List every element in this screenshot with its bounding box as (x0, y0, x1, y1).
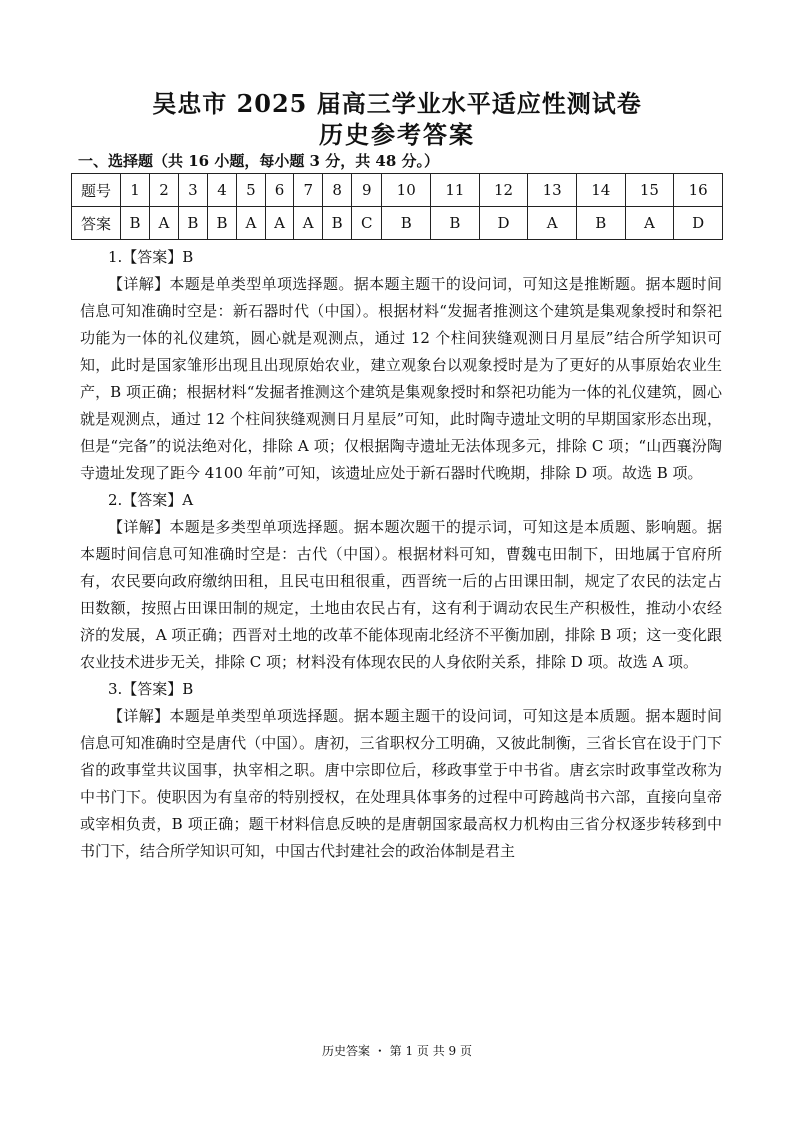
table-cell: 14 (576, 174, 625, 207)
table-cell: 1 (121, 174, 150, 207)
row-header: 答案 (72, 207, 121, 240)
table-cell: B (431, 207, 480, 240)
table-cell: 3 (178, 174, 207, 207)
row-header: 题号 (72, 174, 121, 207)
table-cell: 16 (674, 174, 723, 207)
table-cell: 2 (150, 174, 179, 207)
table-cell: C (352, 207, 382, 240)
table-cell: 13 (528, 174, 577, 207)
table-cell: 5 (237, 174, 266, 207)
table-cell: 6 (265, 174, 294, 207)
table-cell: 9 (352, 174, 382, 207)
explanation-paragraph: 【详解】本题是单类型单项选择题。据本题主题干的设问词，可知这是本质题。据本题时间信息可知准确时空是唐代（中国）。唐初，三省职权分工明确，又彼此制衡，三省长官在设于门下省的政事堂共议国事，执宰相之职。唐中宗即位后，移政事堂于中书省。唐玄宗时政事堂改称为中书门下。使职因为有皇帝的特别授权，在处理具体事务的过程中可跨越尚书六部，直接向皇帝或宰相负责，B 项正确；题干材料信息反映的是唐朝国家最高权力机构由三省分权逐步转移到中书门下，结合所学知识可知，中国古代封建社会的政治体制是君主 (80, 707, 722, 860)
table-cell: A (528, 207, 577, 240)
answer-line: 2.【答案】A (108, 491, 194, 509)
table-cell: B (178, 207, 207, 240)
answer-line: 3.【答案】B (108, 680, 194, 698)
table-cell: 15 (625, 174, 674, 207)
explanations (80, 244, 722, 865)
table-cell: D (674, 207, 723, 240)
table-cell: 8 (323, 174, 352, 207)
answer-table (71, 173, 723, 240)
table-cell: 4 (207, 174, 236, 207)
explanation-paragraph: 【详解】本题是多类型单项选择题。据本题次题干的提示词，可知这是本质题、影响题。据本题时间信息可知准确时空是：古代（中国）。根据材料可知，曹魏屯田制下，田地属于官府所有，农民要向政府缴纳田租，且民屯田租很重，西晋统一后的占田课田制，规定了农民的法定占田数额，按照占田课田制的规定，土地由农民占有，这有利于调动农民生产积极性，推动小农经济的发展，A 项正确；西晋对土地的改革不能体现南北经济不平衡加剧，排除 B 项；这一变化跟农业技术进步无关，排除 C 项；材料没有体现农民的人身依附关系，排除 D 项。故选 A 项。 (80, 518, 722, 671)
table-cell: B (121, 207, 150, 240)
table-cell: A (237, 207, 266, 240)
table-cell: B (323, 207, 352, 240)
table-cell: 11 (431, 174, 480, 207)
answer-row (72, 207, 723, 240)
document-subtitle: 历史参考答案 (319, 120, 475, 149)
document-title: 吴忠市 2025 届高三学业水平适应性测试卷 (152, 89, 642, 118)
table-cell: 12 (479, 174, 528, 207)
table-cell: A (150, 207, 179, 240)
table-cell: A (265, 207, 294, 240)
section-heading: 一、选择题（共 16 小题，每小题 3 分，共 48 分。） (78, 152, 440, 170)
table-cell: D (479, 207, 528, 240)
table-cell: A (294, 207, 323, 240)
table-cell: 7 (294, 174, 323, 207)
page-footer: 历史答案 ・ 第 1 页 共 9 页 (322, 1044, 472, 1058)
table-cell: A (625, 207, 674, 240)
table-cell: B (207, 207, 236, 240)
table-cell: B (382, 207, 431, 240)
table-cell: 10 (382, 174, 431, 207)
table-cell: B (576, 207, 625, 240)
answer-line: 1.【答案】B (108, 248, 194, 266)
explanation-paragraph: 【详解】本题是单类型单项选择题。据本题主题干的设问词，可知这是推断题。据本题时间信息可知准确时空是：新石器时代（中国）。根据材料“发掘者推测这个建筑是集观象授时和祭祀功能为一体的礼仪建筑，圆心就是观测点，通过 12 个柱间狭缝观测日月星辰”结合所学知识可知，此时是国家雏形出现且出现原始农业，建立观象台以观象授时是为了更好的从事原始农业生产，B 项正确；根据材料“发掘者推测这个建筑是集观象授时和祭祀功能为一体的礼仪建筑，圆心就是观测点，通过 12 个柱间狭缝观测日月星辰”可知，此时陶寺遗址文明的早期国家形态出现，但是“完备”的说法绝对化，排除 A 项；仅根据陶寺遗址无法体现多元，排除 C 项；“山西襄汾陶寺遗址发现了距今 4100 年前”可知，该遗址应处于新石器时代晚期，排除 D 项。故选 B 项。 (80, 275, 722, 482)
question-number-row (72, 174, 723, 207)
